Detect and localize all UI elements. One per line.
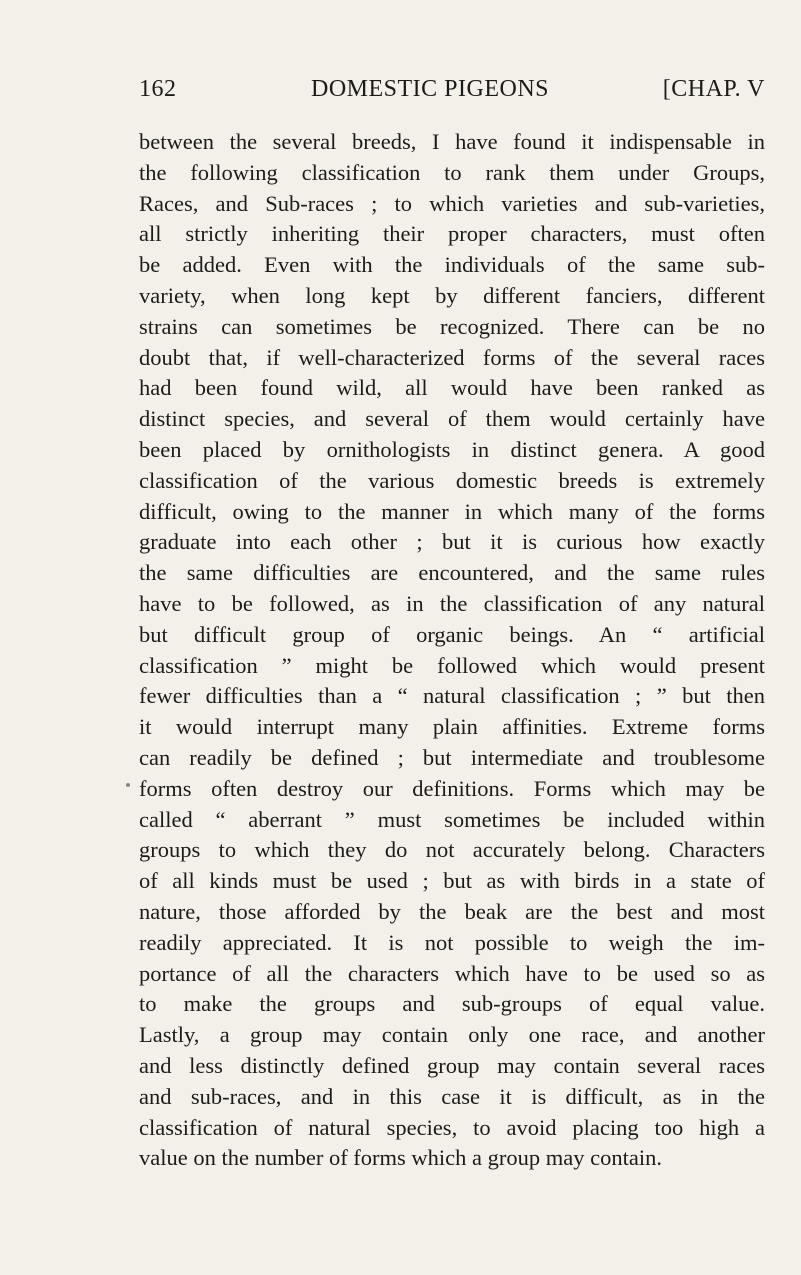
text-line: been placed by ornithologists in distinct genera. A good	[139, 436, 765, 462]
text-line: distinct species, and several of them would certainly have	[139, 406, 765, 432]
text-line: the same difficulties are encountered, and the same rules	[139, 560, 765, 586]
page-header	[139, 76, 765, 110]
text-line: forms often destroy our definitions. Forms which may be	[139, 775, 765, 801]
text-line: groups to which they do not accurately belong. Characters	[139, 837, 765, 863]
text-line: can readily be defined ; but intermediate and troublesome	[139, 744, 765, 770]
text-line: strains can sometimes be recognized. There can be no	[139, 313, 765, 339]
text-line: the following classification to rank them under Groups,	[139, 159, 765, 185]
text-line: and sub-races, and in this case it is difficult, as in the	[139, 1083, 765, 1109]
text-line: to make the groups and sub-groups of equal value.	[139, 991, 765, 1017]
text-line: classification of the various domestic breeds is extremely	[139, 467, 765, 493]
page-number: 162	[139, 76, 177, 102]
margin-mark	[126, 783, 130, 787]
text-line: portance of all the characters which have to be used so as	[139, 960, 765, 986]
text-line: difficult, owing to the manner in which many of the forms	[139, 498, 765, 524]
text-line: of all kinds must be used ; but as with birds in a state of	[139, 868, 765, 894]
text-line: classification ” might be followed which would present	[139, 652, 765, 678]
chapter-label: [CHAP. V	[662, 76, 765, 102]
text-line: be added. Even with the individuals of the same sub-	[139, 252, 765, 278]
text-line: fewer difficulties than a “ natural classification ; ” but then	[139, 683, 765, 709]
text-line: readily appreciated. It is not possible to weigh the im-	[139, 929, 765, 955]
text-line: between the several breeds, I have found it indispensable in	[139, 129, 765, 154]
text-line: Races, and Sub-races ; to which varieties and sub-varieties,	[139, 190, 765, 216]
text-line: Lastly, a group may contain only one race, and another	[139, 1022, 765, 1048]
text-line: it would interrupt many plain affinities. Extreme forms	[139, 714, 765, 740]
text-line: nature, those afforded by the beak are the best and most	[139, 898, 765, 924]
text-line: and less distinctly defined group may contain several races	[139, 1052, 765, 1078]
body-paragraph	[139, 127, 765, 1174]
text-line: had been found wild, all would have been ranked as	[139, 375, 765, 401]
text-line: graduate into each other ; but it is curious how exactly	[139, 529, 765, 555]
text-line: all strictly inheriting their proper characters, must often	[139, 221, 765, 247]
text-line: doubt that, if well-characterized forms of the several races	[139, 344, 765, 370]
text-line: but difficult group of organic beings. An “ artificial	[139, 621, 765, 647]
running-title: DOMESTIC PIGEONS	[311, 76, 550, 102]
text-line: called “ aberrant ” must sometimes be included within	[139, 806, 765, 832]
text-line: value on the number of forms which a group may contain.	[139, 1145, 662, 1171]
text-line: variety, when long kept by different fanciers, different	[139, 282, 765, 308]
text-line: classification of natural species, to avoid placing too high a	[139, 1114, 765, 1140]
text-line: have to be followed, as in the classification of any natural	[139, 590, 765, 616]
